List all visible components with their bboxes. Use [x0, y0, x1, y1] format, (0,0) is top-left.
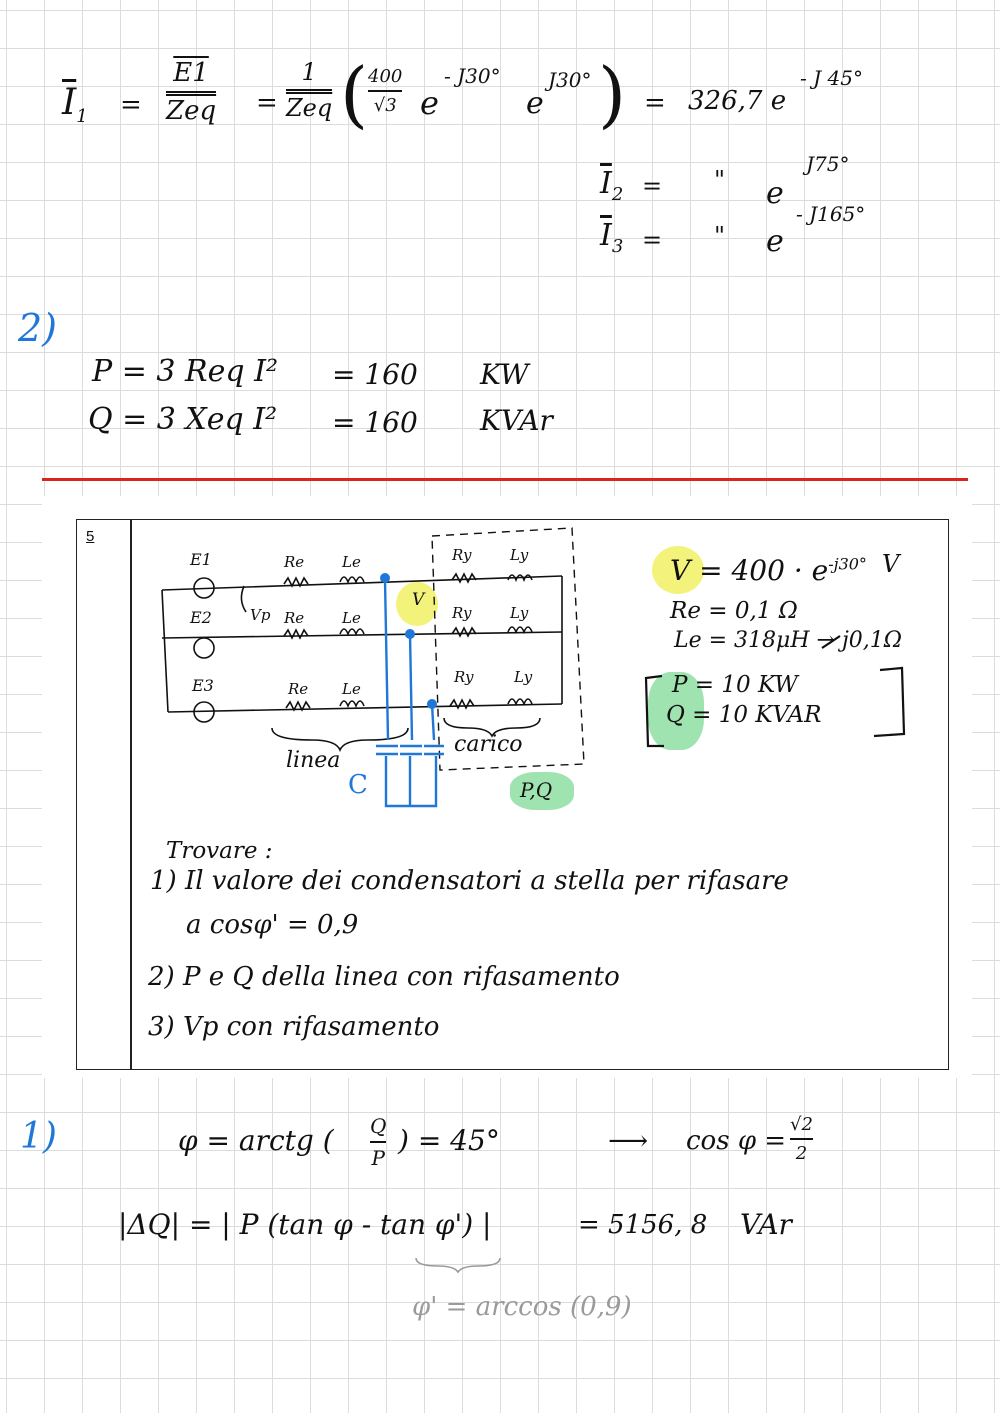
label-le-1: Le: [342, 553, 361, 571]
active-power-unit: KW: [480, 358, 529, 391]
equals-sign: =: [644, 88, 666, 118]
reactive-power-unit: KVAr: [480, 404, 553, 437]
exp-base: e: [766, 224, 784, 259]
label-re-2: Re: [284, 609, 305, 627]
fraction-denominator: $\overline{Zeq}$: [166, 96, 217, 126]
i3-exponent: - J165°: [796, 202, 866, 226]
label-re-1: Re: [284, 553, 305, 571]
equals-sign: =: [120, 90, 142, 120]
label-vp: Vp: [250, 606, 271, 624]
i1-symbol: $\overline{I}_1$: [62, 82, 88, 128]
fraction-numerator: 1: [301, 58, 317, 86]
task-1-continuation: a cosφ' = 0,9: [186, 910, 359, 940]
equals-sign: =: [642, 226, 663, 254]
fraction-numerator: √2: [790, 1114, 813, 1135]
phi-prime-note: φ' = arccos (0,9): [412, 1292, 632, 1322]
given-line-inductance: Le = 318μH → j0,1Ω: [674, 628, 902, 653]
task-2: 2) P e Q della linea con rifasamento: [148, 962, 620, 992]
exercise-number: 5: [86, 528, 95, 545]
label-re-3: Re: [288, 680, 309, 698]
given-voltage: $V = 400 \cdot e^{-j30^\circ}$: [670, 554, 867, 587]
phi-result: ) = 45°: [398, 1124, 500, 1157]
label-ly-3: Ly: [514, 668, 533, 686]
given-line-resistance: Re = 0,1 Ω: [670, 598, 798, 624]
phi-formula: φ = arctg (: [178, 1124, 334, 1157]
delta-q-unit: VAr: [740, 1208, 792, 1241]
task-1: 1) Il valore dei condensatori a stella per rifasare: [150, 866, 789, 896]
given-voltage-unit: V: [882, 550, 900, 578]
ditto-mark: ": [714, 222, 726, 250]
delta-q-value: = 5156, 8: [578, 1210, 708, 1240]
active-power-formula: P = 3 Req I²: [92, 354, 278, 389]
exp-base: e: [526, 86, 544, 121]
ditto-mark: ": [714, 166, 726, 194]
fraction-numerator: 400: [368, 66, 403, 87]
exp-base: e: [766, 176, 784, 211]
label-e2: E2: [190, 608, 212, 627]
delta-q-formula: |ΔQ| = | P (tan φ - tan φ') |: [118, 1208, 492, 1241]
fraction-denominator: $\overline{Zeq}$: [286, 94, 333, 122]
equals-sign: =: [256, 88, 278, 118]
label-v: V: [412, 590, 425, 610]
i3-symbol: $\overline{I}_3$: [600, 218, 624, 257]
label-le-3: Le: [342, 680, 361, 698]
active-power-value: = 160: [332, 358, 418, 391]
tasks-title: Trovare :: [166, 838, 273, 864]
sqrt2-over-2-fraction: [790, 1114, 813, 1164]
fraction-numerator: Q: [370, 1114, 387, 1138]
i2-symbol: $\overline{I}_2$: [600, 166, 624, 205]
label-carico: carico: [454, 732, 523, 757]
equals-sign: =: [642, 172, 663, 200]
label-ly-2: Ly: [510, 604, 529, 622]
fraction-denominator: √3: [373, 95, 397, 116]
open-paren: (: [340, 52, 369, 136]
fraction-denominator: 2: [795, 1143, 808, 1164]
label-capacitor-c: C: [348, 770, 368, 800]
section-2-marker: 2): [18, 306, 58, 350]
reactive-power-value: = 160: [332, 406, 418, 439]
q-over-p-fraction: [370, 1114, 386, 1170]
exp-base: e: [420, 84, 439, 122]
reactive-power-formula: Q = 3 Xeq I²: [88, 402, 278, 437]
label-ry-3: Ry: [454, 668, 474, 686]
i1-result: 326,7 e: [688, 86, 787, 116]
given-active-power: P = 10 KW: [672, 672, 798, 698]
section-1-marker: 1): [20, 1116, 57, 1157]
label-pq: P,Q: [520, 778, 553, 802]
label-le-2: Le: [342, 609, 361, 627]
arrow-icon: ⟶: [608, 1124, 649, 1157]
label-e1: E1: [190, 550, 212, 569]
exponent-2: J30°: [548, 68, 592, 92]
fraction-denominator: P: [371, 1146, 385, 1170]
exponent-1: - J30°: [444, 64, 501, 88]
task-3: 3) Vp con rifasamento: [148, 1012, 440, 1042]
label-e3: E3: [192, 676, 214, 695]
underbrace-icon: [410, 1254, 510, 1274]
label-linea: linea: [286, 748, 341, 773]
given-reactive-power: Q = 10 KVAR: [666, 702, 822, 728]
i1-result-exponent: - J 45°: [800, 66, 863, 90]
label-ry-1: Ry: [452, 546, 472, 564]
label-ly-1: Ly: [510, 546, 529, 564]
cos-phi-formula: cos φ =: [686, 1126, 787, 1156]
close-paren: ): [598, 52, 627, 136]
label-ry-2: Ry: [452, 604, 472, 622]
fraction-numerator: E1: [173, 58, 209, 88]
i2-exponent: J75°: [806, 152, 850, 176]
